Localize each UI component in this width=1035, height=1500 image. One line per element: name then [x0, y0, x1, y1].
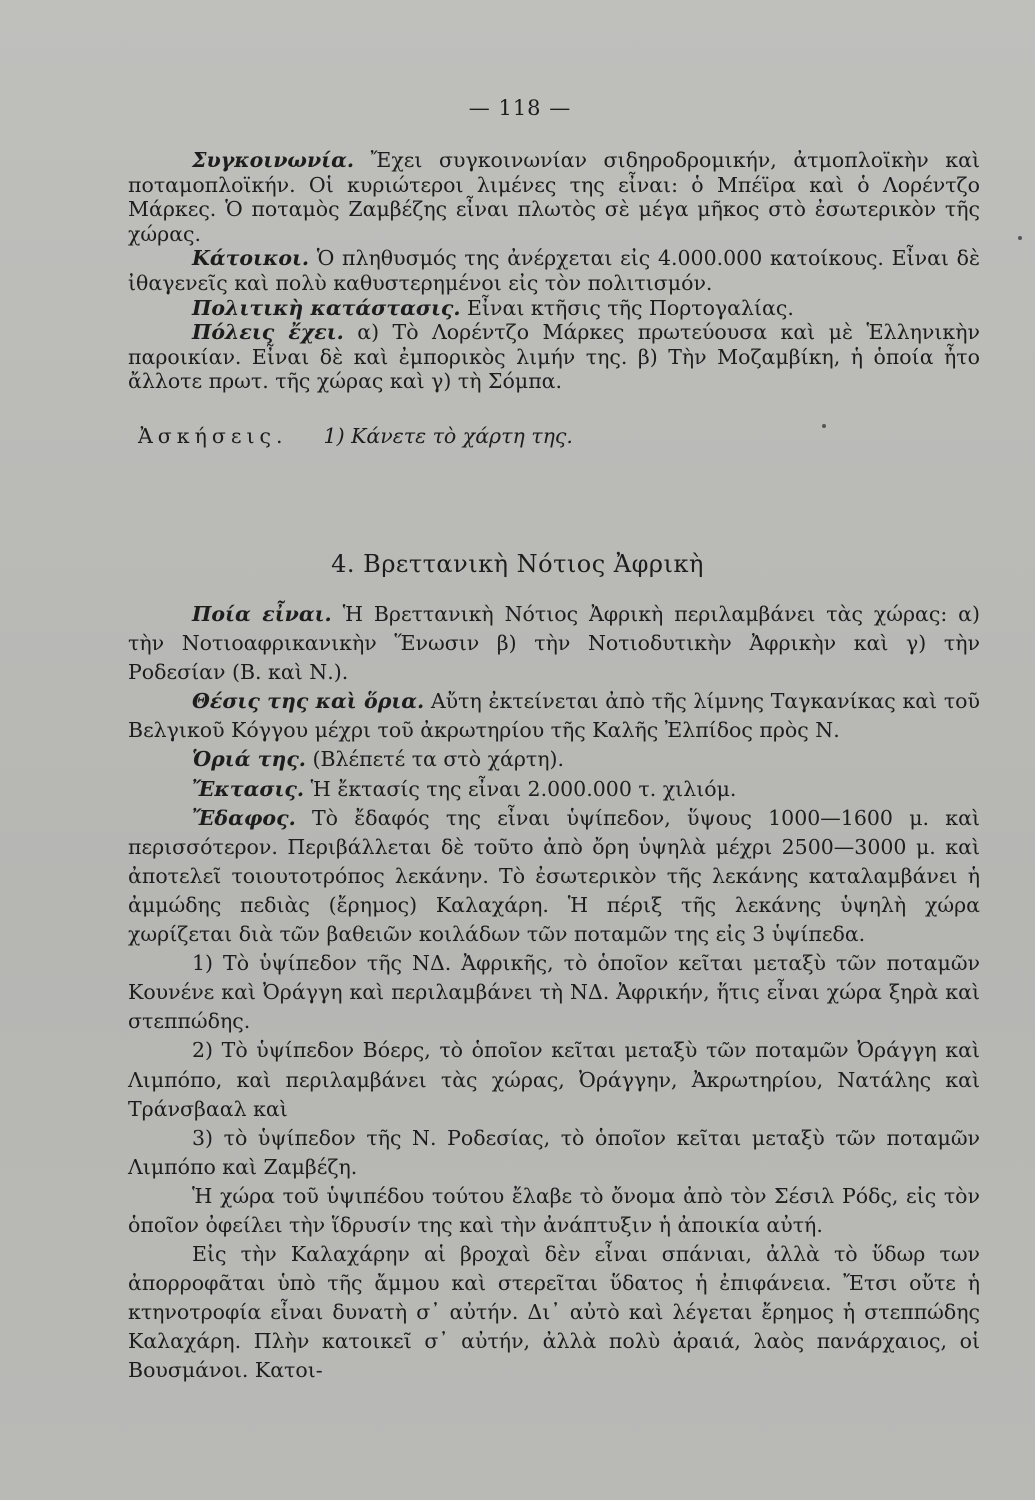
exercises-task: 1) Κάνετε τὸ χάρτη της. [323, 423, 573, 448]
label-terrain: Ἔδαφος. [192, 805, 296, 830]
paragraph-what-is [128, 600, 980, 687]
page-number: — 118 — [468, 96, 572, 120]
label-inhabitants: Κάτοικοι. [192, 246, 310, 271]
text-area: Ἡ ἔκτασίς της εἶναι 2.000.000 τ. χιλιόμ. [304, 776, 737, 801]
bottom-text-block [128, 600, 980, 1386]
paragraph-position [128, 687, 980, 745]
text-borders: (Βλέπετέ τα στὸ χάρτη). [305, 747, 565, 772]
text-what-is: Ἡ Βρεττανικὴ Νότιος Ἀφρικὴ περιλαμβάνει τὰς χώρας: α) τὴν Νοτιοαφρικανικὴν Ἕνωσιν β) τὴν Νοτιοδυτικὴν Ἀφρικὴν καὶ γ) τὴν Ροδεσίαν (Β. καὶ Ν.). [128, 602, 980, 685]
print-speck [822, 424, 826, 428]
print-speck [1018, 236, 1022, 240]
paragraph-area [128, 775, 980, 804]
paragraph-plateau-rhodesia: 3) τὸ ὑψίπεδον τῆς Ν. Ροδεσίας, τὸ ὁποῖον κεῖται μεταξὺ τῶν ποταμῶν Λιμπόπο καὶ Ζαμβέζη. [128, 1125, 980, 1179]
exercises-line [138, 424, 980, 449]
paragraph-kalahari: Εἰς τὴν Καλαχάρην αἱ βροχαὶ δὲν εἶναι σπάνιαι, ἀλλὰ τὸ ὕδωρ των ἀπορροφᾶται ὑπὸ τῆς ἄμμου καὶ στερεῖται ὕδατος ἡ ἐπιφάνεια. Ἔτσι οὔτε ἡ κτηνοτροφία εἶναι δυνατὴ σ᾿ αὐτήν. Δι᾿ αὐτὸ καὶ λέγεται ἔρημος ἡ στεππώδης Καλαχάρη. Πλὴν κατοικεῖ σ᾿ αὐτήν, ἀλλὰ πολὺ ἀραιά, λαὸς πανάρχαιος, οἱ Βουσμάνοι. Κατοι- [128, 1242, 980, 1383]
paragraph-inhabitants [128, 246, 980, 295]
text-communication: Ἔχει συγκοινωνίαν σιδηροδρομικήν, ἀτμοπλοϊκὴν καὶ ποταμοπλοϊκήν. Οἱ κυριώτεροι λιμένες της εἶναι: ὁ Μπέϊρα καὶ ὁ Λορέντζο Μάρκες. Ὁ ποταμὸς Ζαμβέζης εἶναι πλωτὸς σὲ μέγα μῆκος στὸ ἐσωτερικὸν τῆς χώρας. [128, 148, 980, 246]
paragraph-borders [128, 745, 980, 774]
label-communication: Συγκοινωνία. [192, 148, 355, 172]
text-terrain: Τὸ ἔδαφός της εἶναι ὑψίπεδον, ὕψους 1000—1600 μ. καὶ περισσότερον. Περιβάλλεται δὲ τοῦτο ἀπὸ ὄρη ὑψηλὰ μέχρι 2500—3000 μ. καὶ ἀποτελεῖ τοιουτοτρόπος λεκάνην. Τὸ ἐσωτερικὸν τῆς λεκάνης καταλαμβάνει ἡ ἀμμώδης πεδιὰς (ἔρημος) Καλαχάρη. Ἡ πέριξ τῆς λεκάνης ὑψηλὴ χώρα χωρίζεται διὰ τῶν βαθειῶν κοιλάδων τῶν ποταμῶν της εἰς 3 ὑψίπεδα. [128, 805, 980, 947]
exercises-label: Ἀσκήσεις. [138, 423, 288, 448]
label-political-status: Πολιτικὴ κατάστασις. [192, 295, 461, 320]
paragraph-plateau-boers: 2) Τὸ ὑψίπεδον Βόερς, τὸ ὁποῖον κεῖται μεταξὺ τῶν ποταμῶν Ὀράγγη καὶ Λιμπόπο, καὶ περιλαμβάνει τὰς χώρας, Ὀράγγην, Ἀκρωτηρίου, Νατάλης καὶ Τράνσβααλ καὶ [128, 1038, 980, 1121]
label-cities: Πόλεις ἔχει. [192, 320, 344, 345]
paragraph-terrain [128, 804, 980, 949]
paragraph-cities [128, 320, 980, 394]
paragraph-communication [128, 148, 980, 246]
paragraph-plateau-sw: 1) Τὸ ὑψίπεδον τῆς ΝΔ. Ἀφρικῆς, τὸ ὁποῖον κεῖται μεταξὺ τῶν ποταμῶν Κουνένε καὶ Ὀράγγη καὶ περιλαμβάνει τὴ ΝΔ. Ἀφρικήν, ἥτις εἶναι χώρα ξηρὰ καὶ στεππώδης. [128, 951, 980, 1034]
text-position: Αὔτη ἐκτείνεται ἀπὸ τῆς λίμνης Ταγκανίκας καὶ τοῦ Βελγικοῦ Κόγγου μέχρι τοῦ ἀκρωτηρίου τῆς Καλῆς Ἐλπίδος πρὸς Ν. [128, 689, 980, 743]
text-cities: α) Τὸ Λορέντζο Μάρκες πρωτεύουσα καὶ μὲ Ἑλληνικὴν παροικίαν. Εἶναι δὲ καὶ ἐμπορικὸς λιμήν της. β) Τὴν Μοζαμβίκη, ἡ ὁποία ἦτο ἄλλοτε πρωτ. τῆς χώρας καὶ γ) τὴ Σόμπα. [128, 320, 980, 394]
top-text-block [128, 148, 980, 449]
text-inhabitants: Ὁ πληθυσμός της ἀνέρχεται εἰς 4.000.000 κατοίκους. Εἶναι δὲ ἰθαγενεῖς καὶ πολὺ καθυστερημένοι εἰς τὸν πολιτισμόν. [128, 246, 980, 295]
label-what-is: Ποία εἶναι. [192, 602, 332, 626]
label-position: Θέσις της καὶ ὅρια. [192, 689, 425, 714]
label-area: Ἔκτασις. [192, 776, 304, 801]
text-political-status: Εἶναι κτῆσις τῆς Πορτογαλίας. [460, 295, 794, 320]
section-heading: 4. Βρεττανικὴ Νότιος Ἀφρικὴ [331, 550, 704, 578]
paragraph-political-status [128, 296, 980, 321]
paragraph-rhodes: Ἡ χώρα τοῦ ὑψιπέδου τούτου ἔλαβε τὸ ὄνομα ἀπὸ τὸν Σέσιλ Ρόδς, εἰς τὸν ὁποῖον ὀφείλει τὴν ἵδρυσίν της καὶ τὴν ἀνάπτυξιν ἡ ἀποικία αὐτή. [128, 1183, 980, 1237]
label-borders: Ὁριά της. [192, 747, 306, 772]
